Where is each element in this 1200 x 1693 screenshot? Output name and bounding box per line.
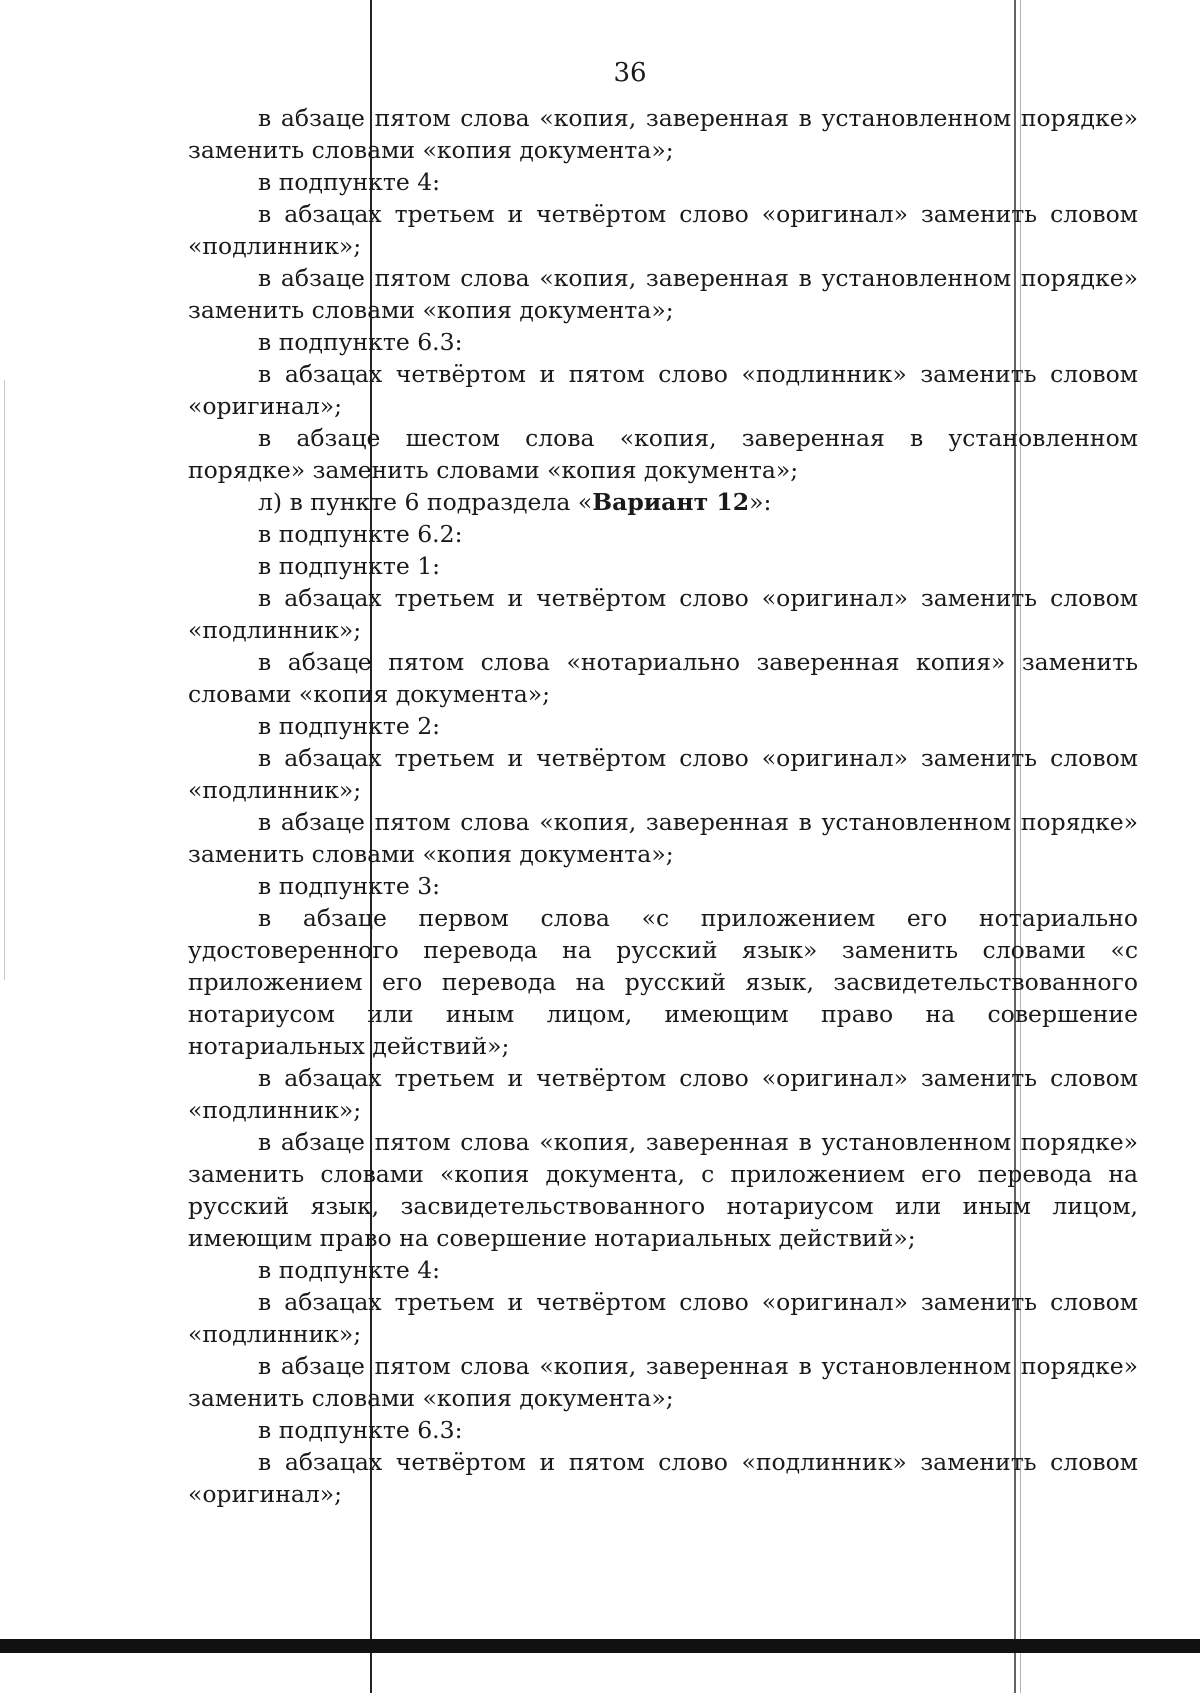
page-number: 36 (613, 58, 647, 88)
paragraph: в абзаце пятом слова «копия, заверенная в установленном порядке» заменить словами «копия документа»; (188, 1352, 1138, 1412)
paragraph: в абзацах четвёртом и пятом слово «подлинник» заменить словом «оригинал»; (188, 1448, 1138, 1508)
paragraph: в абзаце пятом слова «копия, заверенная в установленном порядке» заменить словами «копия документа»; (188, 808, 1138, 868)
section-heading-paragraph (188, 486, 1138, 518)
paragraph: в абзацах третьем и четвёртом слово «оригинал» заменить словом «подлинник»; (188, 744, 1138, 804)
paragraph: в абзацах четвёртом и пятом слово «подлинник» заменить словом «оригинал»; (188, 360, 1138, 420)
paragraph: в подпункте 4: (258, 1256, 441, 1284)
heading-prefix: л) в пункте 6 подраздела « (258, 488, 593, 516)
paragraph: в абзаце шестом слова «копия, заверенная в установленном порядке» заменить словами «копия документа»; (188, 424, 1138, 484)
paragraph: в подпункте 2: (258, 712, 441, 740)
paragraph: в подпункте 6.3: (258, 328, 463, 356)
variant-title: Вариант 12 (592, 488, 750, 516)
paragraph: в абзацах третьем и четвёртом слово «оригинал» заменить словом «подлинник»; (188, 1288, 1138, 1348)
paragraph: в абзаце пятом слова «нотариально заверенная копия» заменить словами «копия документа»; (188, 648, 1138, 708)
paragraph: в подпункте 1: (258, 552, 441, 580)
document-body (188, 102, 1138, 1510)
paragraph: в абзаце пятом слова «копия, заверенная в установленном порядке» заменить словами «копия документа»; (188, 104, 1138, 164)
paragraph: в подпункте 3: (258, 872, 441, 900)
paragraph: в абзаце первом слова «с приложением его нотариально удостоверенного перевода на русский язык» заменить словами «с приложением его перевода на русский язык, засвидетельствованного нотариусом или иным лицом, имеющим право на совершение нотариальных действий»; (188, 904, 1138, 1060)
paragraph: в подпункте 6.2: (258, 520, 463, 548)
paragraph: в абзаце пятом слова «копия, заверенная в установленном порядке» заменить словами «копия документа»; (188, 264, 1138, 324)
paragraph: в абзацах третьем и четвёртом слово «оригинал» заменить словом «подлинник»; (188, 1064, 1138, 1124)
paragraph: в подпункте 6.3: (258, 1416, 463, 1444)
paragraph: в подпункте 4: (258, 168, 441, 196)
paragraph: в абзацах третьем и четвёртом слово «оригинал» заменить словом «подлинник»; (188, 200, 1138, 260)
paragraph: в абзаце пятом слова «копия, заверенная в установленном порядке» заменить словами «копия документа, с приложением его перевода на русский язык, засвидетельствованного нотариусом или иным лицом, имеющим право на совершение нотариальных действий»; (188, 1128, 1138, 1252)
heading-suffix: »: (749, 488, 772, 516)
scan-artifact-line (4, 380, 5, 980)
paragraph: в абзацах третьем и четвёртом слово «оригинал» заменить словом «подлинник»; (188, 584, 1138, 644)
scan-bottom-border (0, 1639, 1200, 1653)
